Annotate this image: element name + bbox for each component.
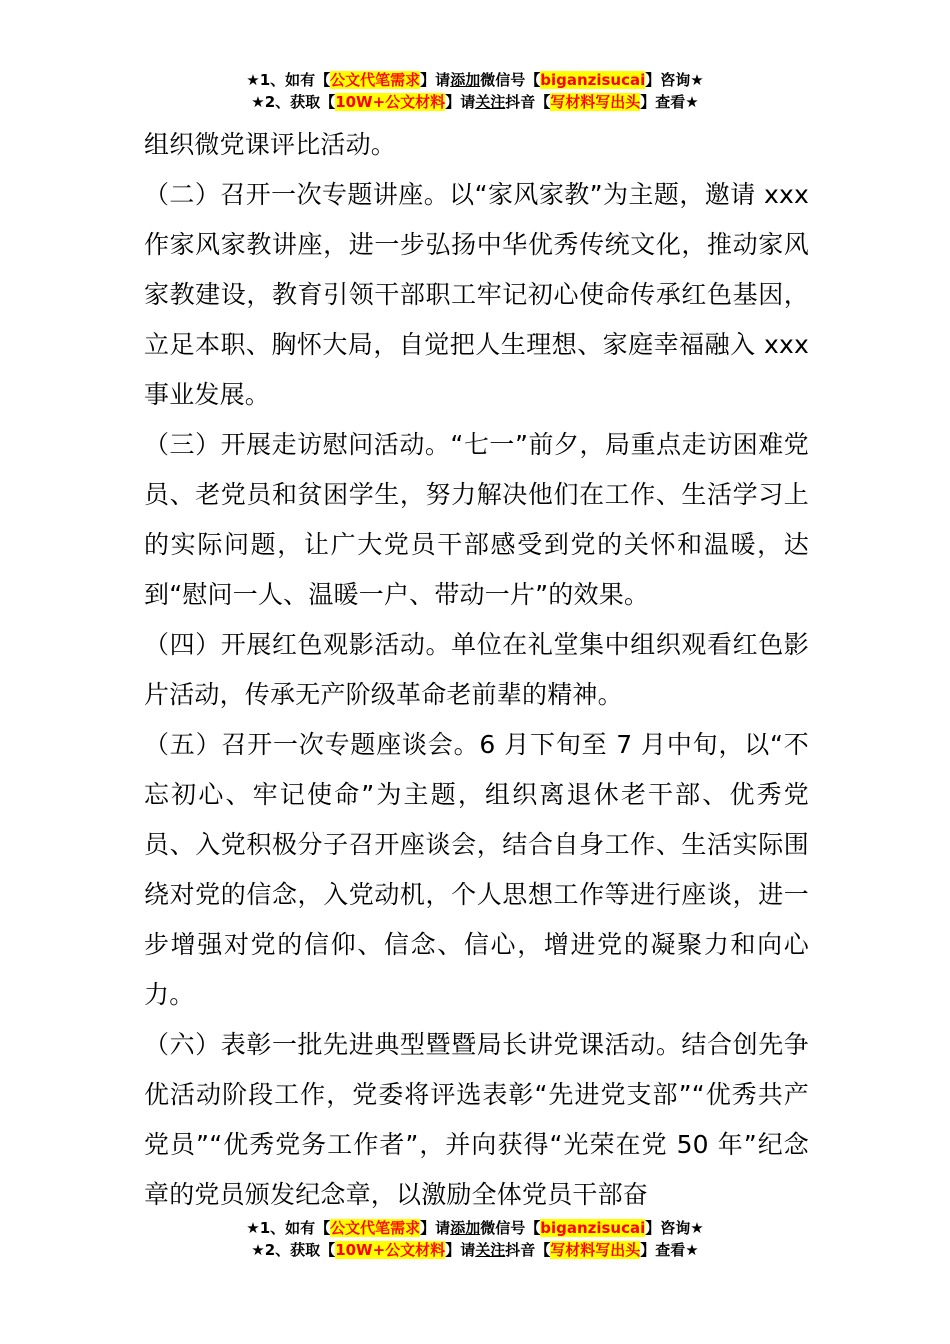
banner-text: 】咨询★ [645, 71, 704, 89]
banner-highlight: biganzisucai [540, 1219, 646, 1237]
banner-line-1 [0, 1217, 950, 1239]
banner-text: ★2、获取【 [251, 93, 336, 111]
paragraph: 组织微党课评比活动。 [144, 130, 397, 159]
paragraph: （三）开展走访慰问活动。“七一”前夕，局重点走访困难党员、老党员和贫困学生，努力解决他们在工作、生活学习上的实际问题，让广大党员干部感受到党的关怀和温暖，达到“慰问一人、温暖一户、带动一片”的效果。 [144, 430, 809, 609]
banner-text: 】咨询★ [645, 1219, 704, 1237]
paragraph: （六）表彰一批先进典型暨暨局长讲党课活动。结合创先争优活动阶段工作，党委将评选表彰“先进党支部”“优秀共产党员”“优秀党务工作者”，并向获得“光荣在党 50 年”纪念章的党员颁发纪念章，以激励全体党员干部奋 [144, 1030, 809, 1209]
banner-underlined-text: 关注 [475, 93, 506, 111]
paragraph: （二）召开一次专题讲座。以“家风家教”为主题，邀请 xxx 作家风家教讲座，进一步弘扬中华优秀传统文化，推动家风家教建设，教育引领干部职工牢记初心使命传承红色基因，立足本职、胸怀大局，自觉把人生理想、家庭幸福融入 xxx 事业发展。 [144, 180, 809, 409]
banner-highlight: 写材料写出头 [550, 93, 641, 111]
banner-underlined-text: 添加 [450, 71, 481, 89]
banner-line-2 [0, 91, 950, 113]
banner-text: 】查看★ [640, 93, 699, 111]
header-banner [0, 69, 950, 113]
banner-highlight: 10W+公文材料 [335, 93, 446, 111]
banner-text: 】请 [445, 1241, 476, 1259]
banner-text: 】请 [445, 93, 476, 111]
banner-line-2 [0, 1239, 950, 1261]
banner-highlight: 10W+公文材料 [335, 1241, 446, 1259]
banner-text: 抖音【 [505, 93, 551, 111]
footer-banner [0, 1217, 950, 1261]
banner-text: 】请 [420, 1219, 451, 1237]
banner-text: 微信号【 [480, 71, 541, 89]
banner-highlight: biganzisucai [540, 71, 646, 89]
banner-text: 】查看★ [640, 1241, 699, 1259]
paragraph: （五）召开一次专题座谈会。6 月下旬至 7 月中旬，以“不忘初心、牢记使命”为主题，组织离退休老干部、优秀党员、入党积极分子召开座谈会，结合自身工作、生活实际围绕对党的信念，入党动机，个人思想工作等进行座谈，进一步增强对党的信仰、信念、信心，增进党的凝聚力和向心力。 [144, 730, 809, 1009]
paragraph: （四）开展红色观影活动。单位在礼堂集中组织观看红色影片活动，传承无产阶级革命老前辈的精神。 [144, 630, 809, 709]
banner-underlined-text: 关注 [475, 1241, 506, 1259]
banner-line-1 [0, 69, 950, 91]
banner-text: ★1、如有【 [246, 71, 331, 89]
banner-underlined-text: 添加 [450, 1219, 481, 1237]
banner-text: 微信号【 [480, 1219, 541, 1237]
banner-text: ★2、获取【 [251, 1241, 336, 1259]
banner-text: 抖音【 [505, 1241, 551, 1259]
banner-highlight: 写材料写出头 [550, 1241, 641, 1259]
banner-highlight: 公文代笔需求 [330, 1219, 421, 1237]
banner-highlight: 公文代笔需求 [330, 71, 421, 89]
document-body [144, 120, 809, 1220]
banner-text: 】请 [420, 71, 451, 89]
banner-text: ★1、如有【 [246, 1219, 331, 1237]
